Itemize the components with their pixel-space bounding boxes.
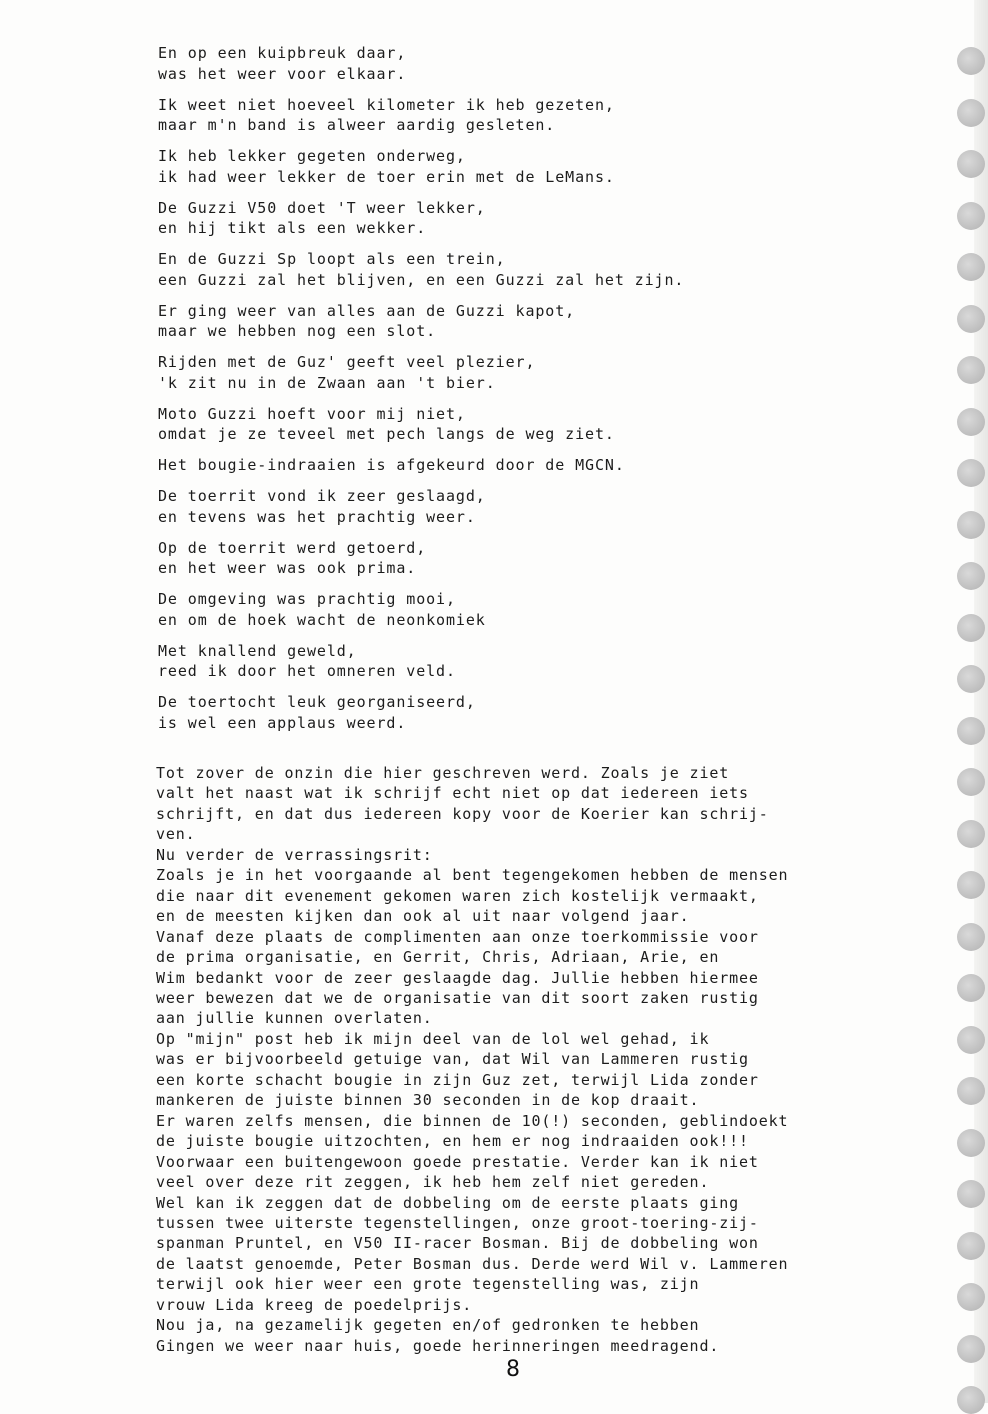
poem-line: Rijden met de Guz' geeft veel plezier,: [158, 353, 536, 371]
binder-hole: [957, 717, 985, 745]
prose-line: terwijl ook hier weer een grote tegenstelling was, zijn: [156, 1275, 700, 1294]
prose-line: vrouw Lida kreeg de poedelprijs.: [156, 1295, 473, 1314]
prose-line: Gingen we weer naar huis, goede herinneringen meedragend.: [156, 1336, 720, 1355]
poem-stanza: [158, 352, 878, 393]
poem-line: De toerrit vond ik zeer geslaagd,: [158, 487, 486, 505]
poem-line: omdat je ze teveel met pech langs de weg ziet.: [158, 425, 615, 443]
prose-line: aan jullie kunnen overlaten.: [156, 1009, 433, 1028]
prose-line: die naar dit evenement gekomen waren zich kostelijk vermaakt,: [156, 886, 759, 905]
prose-line: was er bijvoorbeeld getuige van, dat Wil van Lammeren rustig: [156, 1050, 749, 1069]
binder-hole: [957, 768, 985, 796]
binder-hole: [957, 99, 985, 127]
prose-line: Vanaf deze plaats de complimenten aan onze toerkommissie voor: [156, 927, 759, 946]
prose-line: veel over deze rit zeggen, ik heb hem zelf niet gereden.: [156, 1173, 710, 1192]
poem-section: [158, 43, 878, 744]
binder-hole: [957, 923, 985, 951]
binder-hole: [957, 665, 985, 693]
binder-hole: [957, 562, 985, 590]
poem-line: De Guzzi V50 doet 'T weer lekker,: [158, 198, 486, 217]
binder-hole: [957, 1232, 985, 1260]
poem-line: Ik heb lekker gegeten onderweg,: [158, 147, 466, 165]
binder-hole: [957, 1335, 985, 1363]
binder-hole: [957, 614, 985, 642]
binder-hole: [957, 47, 985, 75]
prose-line: valt het naast wat ik schrijf echt niet op dat iedereen iets: [156, 784, 749, 803]
binder-hole: [957, 1386, 985, 1414]
poem-stanza: [158, 692, 878, 733]
binder-hole: [957, 1129, 985, 1157]
binder-hole: [957, 1283, 985, 1311]
binder-hole: [957, 253, 985, 281]
prose-line: spanman Pruntel, en V50 II-racer Bosman. Bij de dobbeling won: [156, 1234, 759, 1253]
poem-line: En op een kuipbreuk daar,: [158, 44, 407, 62]
prose-section: [156, 763, 956, 1356]
poem-line: en om de hoek wacht de neonkomiek: [158, 610, 486, 629]
binder-hole: [957, 511, 985, 539]
prose-line: tussen twee uiterste tegenstellingen, onze groot-toering-zij-: [156, 1213, 759, 1232]
prose-line: Zoals je in het voorgaande al bent tegengekomen hebben de mensen: [156, 866, 789, 885]
binder-hole: [957, 150, 985, 178]
prose-line: Tot zover de onzin die hier geschreven werd. Zoals je ziet: [156, 764, 730, 782]
prose-line: de prima organisatie, en Gerrit, Chris, Adriaan, Arie, en: [156, 948, 720, 967]
binder-hole: [957, 1026, 985, 1054]
poem-line: reed ik door het omneren veld.: [158, 662, 456, 680]
poem-line: De toertocht leuk georganiseerd,: [158, 693, 476, 711]
poem-line: en tevens was het prachtig weer.: [158, 507, 476, 526]
poem-line: een Guzzi zal het blijven, en een Guzzi zal het zijn.: [158, 270, 685, 289]
prose-line: en de meesten kijken dan ook al uit naar volgend jaar.: [156, 907, 690, 926]
poem-line: 'k zit nu in de Zwaan aan 't bier.: [158, 373, 496, 392]
prose-line: de juiste bougie uitzochten, en hem er nog indraaiden ook!!!: [156, 1132, 749, 1151]
poem-line: De omgeving was prachtig mooi,: [158, 590, 456, 608]
poem-stanza: [158, 641, 878, 682]
binder-hole: [957, 459, 985, 487]
prose-line: de laatst genoemde, Peter Bosman dus. Derde werd Wil v. Lammeren: [156, 1254, 789, 1273]
poem-stanza: [158, 589, 878, 630]
binder-hole: [957, 1180, 985, 1208]
prose-line: Op "mijn" post heb ik mijn deel van de lol wel gehad, ik: [156, 1029, 710, 1048]
poem-stanza: [158, 95, 878, 136]
poem-line: Ik weet niet hoeveel kilometer ik heb gezeten,: [158, 95, 615, 114]
poem-line: was het weer voor elkaar.: [158, 64, 407, 83]
poem-stanza: [158, 198, 878, 239]
poem-line: is wel een applaus weerd.: [158, 713, 407, 732]
poem-stanza: [158, 404, 878, 445]
poem-stanza: [158, 486, 878, 527]
poem-line: Met knallend geweld,: [158, 641, 357, 660]
binder-hole: [957, 408, 985, 436]
poem-line: en hij tikt als een wekker.: [158, 219, 427, 237]
poem-line: maar m'n band is alweer aardig gesleten.: [158, 116, 556, 134]
binder-hole: [957, 871, 985, 899]
prose-line: weer bewezen dat we de organisatie van dit soort zaken rustig: [156, 988, 759, 1007]
poem-stanza: [158, 301, 878, 342]
prose-line: een korte schacht bougie in zijn Guz zet, terwijl Lida zonder: [156, 1070, 759, 1089]
poem-line: Er ging weer van alles aan de Guzzi kapot,: [158, 301, 576, 320]
page-number: 8: [506, 1357, 520, 1382]
poem-line: maar we hebben nog een slot.: [158, 322, 437, 340]
poem-stanza: [158, 455, 878, 476]
poem-line: Op de toerrit werd getoerd,: [158, 538, 427, 557]
poem-line: en het weer was ook prima.: [158, 559, 417, 577]
poem-line: Het bougie-indraaien is afgekeurd door de MGCN.: [158, 456, 625, 474]
binder-hole: [957, 305, 985, 333]
poem-line: ik had weer lekker de toer erin met de LeMans.: [158, 167, 615, 186]
binder-hole: [957, 202, 985, 230]
poem-line: En de Guzzi Sp loopt als een trein,: [158, 250, 506, 268]
binder-hole: [957, 1077, 985, 1105]
poem-stanza: [158, 146, 878, 187]
poem-stanza: [158, 43, 878, 84]
prose-line: Voorwaar een buitengewoon goede prestatie. Verder kan ik niet: [156, 1152, 759, 1171]
prose-line: Wim bedankt voor de zeer geslaagde dag. Jullie hebben hiermee: [156, 968, 759, 987]
prose-line: Nou ja, na gezamelijk gegeten en/of gedronken te hebben: [156, 1316, 700, 1335]
prose-line: Nu verder de verrassingsrit:: [156, 845, 433, 864]
poem-stanza: [158, 249, 878, 290]
binder-hole: [957, 820, 985, 848]
prose-line: Er waren zelfs mensen, die binnen de 10(!) seconden, geblindoekt: [156, 1111, 789, 1130]
binder-hole: [957, 974, 985, 1002]
prose-line: ven.: [156, 825, 196, 844]
prose-line: Wel kan ik zeggen dat de dobbeling om de eerste plaats ging: [156, 1193, 739, 1212]
binder-hole: [957, 356, 985, 384]
binder-holes: [957, 0, 988, 1403]
poem-line: Moto Guzzi hoeft voor mij niet,: [158, 404, 466, 423]
poem-stanza: [158, 538, 878, 579]
prose-line: mankeren de juiste binnen 30 seconden in de kop draait.: [156, 1091, 700, 1110]
prose-line: schrijft, en dat dus iedereen kopy voor de Koerier kan schrij-: [156, 804, 769, 823]
